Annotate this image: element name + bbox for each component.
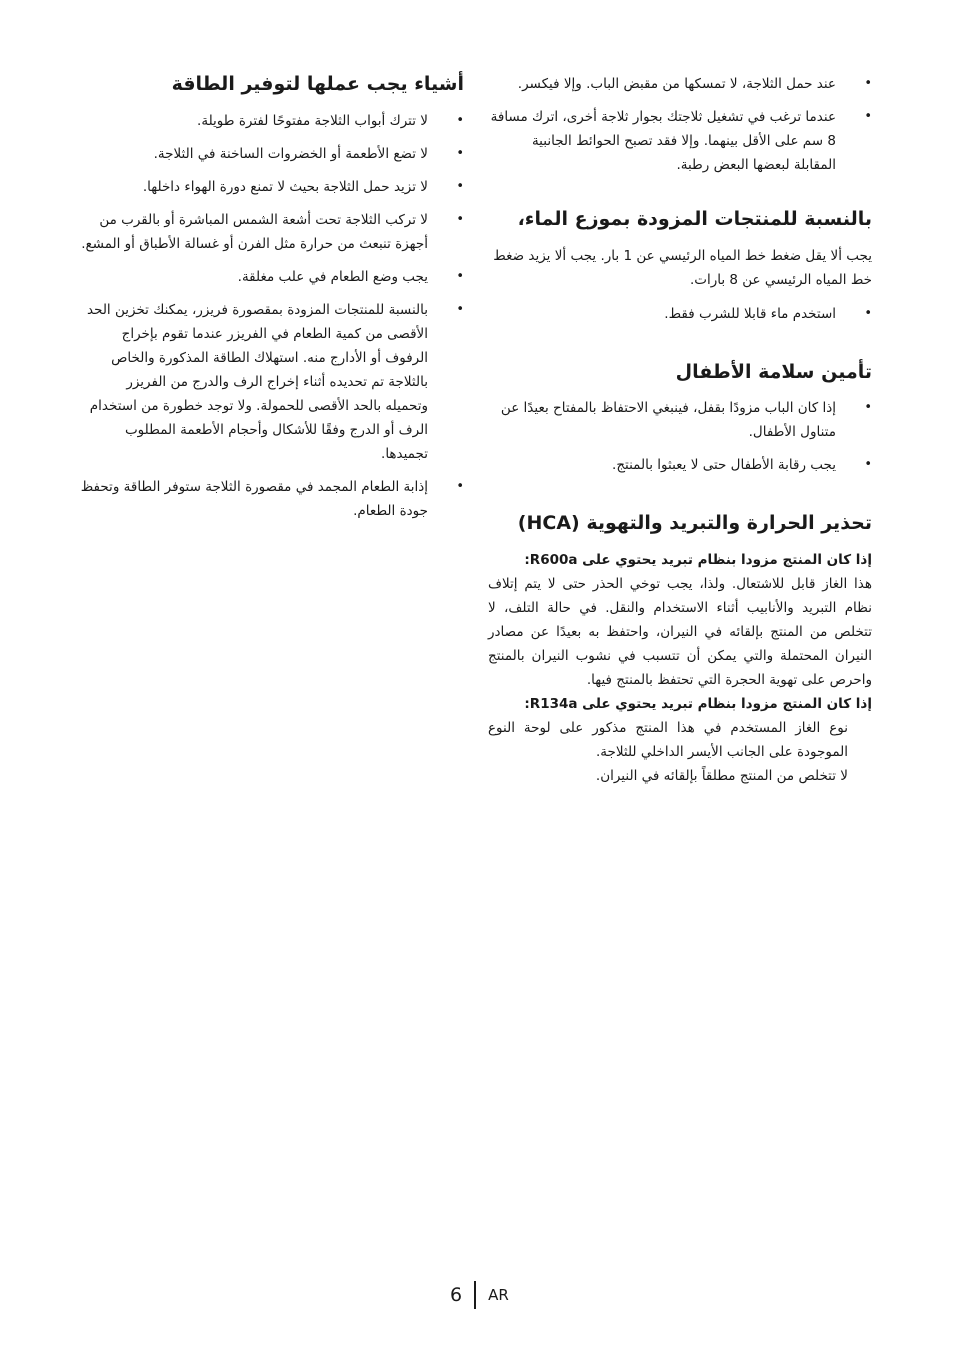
- r134a-heading: إذا كان المنتج مزودا بنظام تبريد يحتوي على R134a:: [524, 696, 872, 713]
- language-code: AR: [488, 1286, 509, 1304]
- water-pressure-paragraph: يجب ألا يقل ضغط خط المياه الرئيسي عن 1 بار. يجب ألا يزيد ضغط خط المياه الرئيسي عن 8 بارات.: [493, 247, 872, 288]
- list-item: • إذابة الطعام المجمد في مقصورة الثلاجة ستوفر الطاقة وتحفظ جودة الطعام.: [80, 475, 464, 523]
- section-title: بالنسبة للمنتجات المزودة بموزع الماء،: [517, 208, 872, 230]
- list-item: • بالنسبة للمنتجات المزودة بمقصورة فريزر، يمكنك تخزين الحد الأقصى من كمية الطعام في الفريزر عندما تقوم بإخراج الرفوف أو الأدارج منه. استهلاك الطاقة المذكورة والخاص بالثلاجة تم تحديده أثناء إخراج الرف والدرج من الفريزر وتحميله بالحد الأقصى للحمولة. ولا توجد خطورة من استخدام الرف أو الدرج وفقًا للأشكال وأحجام الأطعمة المطلوب تجميدها.: [80, 298, 464, 466]
- list-item: • إذا كان الباب مزودًا بقفل، فينبغي الاحتفاظ بالمفتاح بعيدًا عن متناول الأطفال.: [488, 396, 872, 444]
- r600a-heading: إذا كان المنتج مزودا بنظام تبريد يحتوي على R600a:: [524, 552, 872, 569]
- section-title: تحذير الحرارة والتبريد والتهوية (HCA): [517, 512, 872, 535]
- handling-bullets: [488, 72, 872, 177]
- list-item: • لا تترك أبواب الثلاجة مفتوحًا لفترة طويلة.: [80, 109, 464, 133]
- list-item: • عند حمل الثلاجة، لا تمسكها من مقبض الباب. وإلا فيكسر.: [488, 72, 872, 96]
- list-item: • يجب وضع الطعام في علب مغلقة.: [80, 265, 464, 289]
- r134a-text: نوع الغاز المستخدم في هذا المنتج مذكور على لوحة النوع الموجودة على الجانب الأيسر الداخلي للثلاجة.: [488, 720, 848, 761]
- r134a-text-2: لا تتخلص من المنتج مطلقاً بإلقائه في النيران.: [595, 768, 848, 785]
- list-item: • استخدم ماء قابلا للشرب فقط.: [488, 302, 872, 326]
- list-item: • لا تزيد حمل الثلاجة بحيث لا تمنع دورة الهواء داخلها.: [80, 175, 464, 199]
- water-dispenser-section: [488, 207, 872, 326]
- list-item: • لا تضع الأطعمة أو الخضروات الساخنة في الثلاجة.: [80, 142, 464, 166]
- section-title: أشياء يجب عملها لتوفير الطاقة: [171, 73, 464, 95]
- list-item: • عندما ترغب في تشغيل ثلاجتك بجوار ثلاجة أخرى، اترك مسافة 8 سم على الأقل بينهما. وإلا فقد تصبح الحوائط الجانبية المقابلة لبعضها البعض رطبة.: [488, 105, 872, 177]
- energy-bullets: [80, 109, 464, 523]
- child-safety-section: [488, 360, 872, 478]
- section-title: تأمين سلامة الأطفال: [675, 360, 872, 383]
- energy-saving-section: [80, 72, 464, 523]
- right-column: [488, 72, 872, 822]
- left-column: [80, 72, 464, 557]
- footer-divider: [474, 1281, 476, 1309]
- hca-warning-section: [488, 511, 872, 788]
- page-number: 6: [450, 1284, 463, 1306]
- page-footer: [450, 1280, 509, 1310]
- child-safety-bullets: [488, 396, 872, 477]
- list-item: • يجب رقابة الأطفال حتى لا يعبثوا بالمنتج.: [488, 453, 872, 477]
- r600a-text: هذا الغاز قابل للاشتعال. ولذا، يجب توخي الحذر حتى لا يتم إتلاف نظام التبريد والأنابيب أثناء الاستخدام والنقل. في حالة التلف، لا تتخلص من المنتج بإلقائه في النيران، واحتفظ به بعيدًا عن مصادر النيران المحتملة والتي يمكن أن تتسبب في نشوب النيران بالمنتج واحرص على تهوية الحجرة التي تحتفظ بالمنتج فيها.: [488, 576, 872, 689]
- list-item: • لا تركب الثلاجة تحت أشعة الشمس المباشرة أو بالقرب من أجهزة تنبعث من حرارة مثل الفرن أو غسالة الأطباق أو المشع.: [80, 208, 464, 256]
- water-bullets: [488, 302, 872, 326]
